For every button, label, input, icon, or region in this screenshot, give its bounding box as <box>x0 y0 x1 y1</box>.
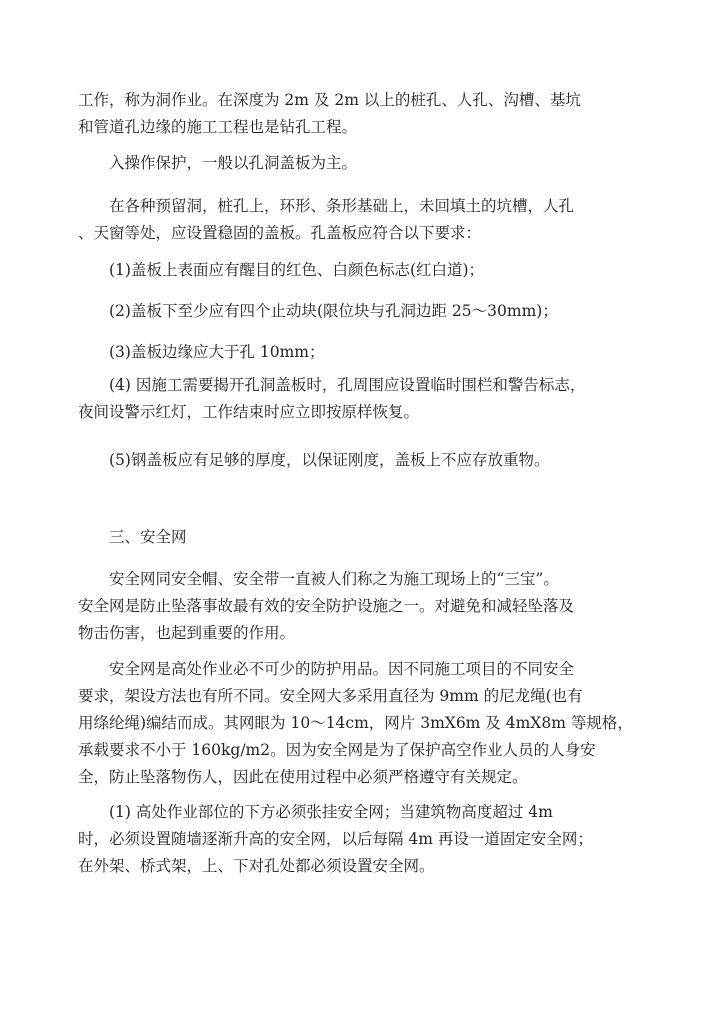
text-line: 要求，架设方法也有所不同。安全网大多采用直径为 9mm 的尼龙绳(也有 <box>78 687 583 705</box>
text-line: 时，必须设置随墙逐渐升高的安全网，以后每隔 4m 再设一道固定安全网； <box>78 830 593 848</box>
text-line: 和管道孔边缘的施工工程也是钻孔工程。 <box>78 118 358 136</box>
paragraph-safety-net-three-treasures <box>78 566 650 647</box>
text-line: 全，防止坠落物伤人，因此在使用过程中必须严格遵守有关规定。 <box>78 768 528 786</box>
list-item-3 <box>78 339 650 366</box>
text-line: (2)盖板下至少应有四个止动块(限位块与孔洞边距 25～30mm)； <box>109 302 558 320</box>
paragraph-cover-plate-intro <box>78 150 650 177</box>
text-line: 、天窗等处，应设置稳固的盖板。孔盖板应符合以下要求： <box>78 224 482 242</box>
text-line: 安全网是高处作业必不可少的防护用品。因不同施工项目的不同安全 <box>109 660 575 678</box>
text-line: (5)钢盖板应有足够的厚度，以保证刚度，盖板上不应存放重物。 <box>109 451 550 469</box>
text-line: 用绦纶绳)编结而成。其网眼为 10～14cm，网片 3mX6m 及 4mX8m 等规格， <box>78 714 633 732</box>
text-line: 入操作保护，一般以孔洞盖板为主。 <box>109 154 358 172</box>
text-line: 安全网同安全帽、安全带一直被人们称之为施工现场上的“三宝”。 <box>109 570 559 588</box>
paragraph-safety-net-specs <box>78 656 650 791</box>
paragraph-hole-work-definition <box>78 87 650 141</box>
text-line: 在各种预留洞，桩孔上，环形、条形基础上，未回填土的坑槽，人孔 <box>109 197 575 215</box>
list-item-4 <box>78 372 650 426</box>
text-line: (1) 高处作业部位的下方必须张挂安全网；当建筑物高度超过 4m <box>109 803 553 821</box>
section-heading-safety-net <box>78 524 650 551</box>
text-line: 工作，称为洞作业。在深度为 2m 及 2m 以上的桩孔、人孔、沟槽、基坑 <box>78 91 581 109</box>
text-line: 在外架、桥式架，上、下对孔处都必须设置安全网。 <box>78 857 435 875</box>
list-item-safety-net-1 <box>78 799 650 880</box>
list-item-1 <box>78 257 650 284</box>
text-line: 安全网是防止坠落事故最有效的安全防护设施之一。对避免和减轻坠落及 <box>78 597 575 615</box>
text-line: (4) 因施工需要揭开孔洞盖板时，孔周围应设置临时围栏和警告标志， <box>109 376 586 394</box>
text-line: (1)盖板上表面应有醒目的红色、白颜色标志(红白道)； <box>109 261 485 279</box>
list-item-5 <box>78 447 650 474</box>
text-line: 三、安全网 <box>109 528 187 546</box>
text-line: (3)盖板边缘应大于孔 10mm； <box>109 343 325 361</box>
text-line: 物击伤害，也起到重要的作用。 <box>78 624 296 642</box>
paragraph-cover-plate-requirements <box>78 193 650 247</box>
text-line: 承载要求不小于 160kg/m2。因为安全网是为了保护高空作业人员的人身安 <box>78 741 596 759</box>
list-item-2 <box>78 298 650 325</box>
text-line: 夜间设警示红灯，工作结束时应立即按原样恢复。 <box>78 403 420 421</box>
